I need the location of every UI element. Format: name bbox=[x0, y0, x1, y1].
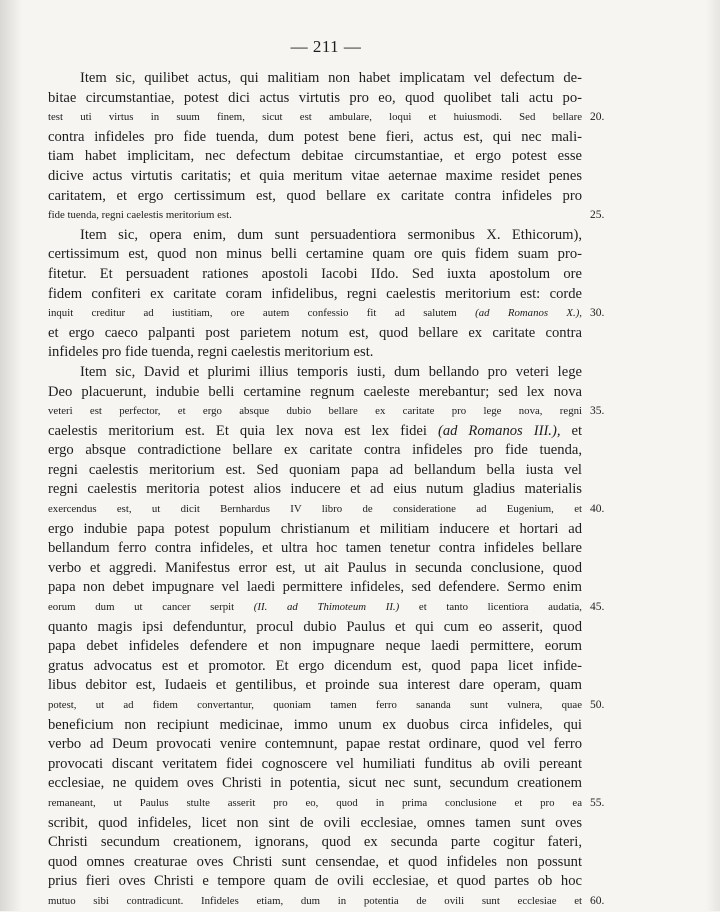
line-text: tiam habet implicitam, nec defectum debitae circumstantiae, et ergo potest esse bbox=[48, 148, 582, 165]
text-line bbox=[48, 206, 605, 226]
line-text: eorum dum ut cancer serpit bbox=[48, 601, 254, 614]
line-text: regni caelestis meritoria potest alios inducere et ad eius nutum gladius materialis bbox=[48, 481, 582, 498]
text-line bbox=[48, 657, 582, 677]
text-line bbox=[48, 755, 582, 775]
text-line bbox=[48, 774, 582, 794]
text-line bbox=[48, 187, 582, 207]
line-text: mutuo sibi contradicunt. Infideles etiam, dum in potentia de ovili sunt ecclesiae et bbox=[48, 894, 582, 907]
line-text: ergo absque contradictione bellare ex caritate contra infideles pro fide tuenda, bbox=[48, 442, 582, 459]
scripture-citation: (ad Romanos III.), bbox=[437, 422, 561, 439]
line-text: ergo indubie papa potest populum christianum et militiam inducere et hortari ad bbox=[48, 520, 582, 537]
line-text: fide tuenda, regni caelestis meritorium est. bbox=[48, 209, 232, 222]
text-line bbox=[48, 108, 605, 128]
line-text: inquit creditur ad iustitiam, ore autem confessio fit ad salutem bbox=[48, 307, 476, 320]
text-line bbox=[48, 696, 605, 716]
line-text: fidem confiteri ex caritate coram infidelibus, regni caelestis meritorium est: corde bbox=[48, 285, 582, 302]
margin-line-number: 20. bbox=[590, 111, 605, 124]
text-line bbox=[48, 794, 605, 814]
text-line bbox=[48, 343, 582, 363]
text-line bbox=[48, 461, 582, 481]
text-line bbox=[48, 402, 605, 422]
text-line bbox=[48, 89, 582, 109]
line-text: verbo ad Deum provocati venire contemnunt, papae restat ordinare, quod vel ferro bbox=[48, 736, 582, 753]
text-line bbox=[48, 480, 582, 500]
text-line bbox=[48, 618, 582, 638]
text-line bbox=[48, 304, 605, 324]
text-line bbox=[48, 814, 582, 834]
line-text: papa debet infideles defendere et non impugnare neque laedi permittere, eorum bbox=[48, 638, 582, 655]
text-line bbox=[48, 226, 582, 246]
text-line bbox=[48, 735, 582, 755]
text-line bbox=[48, 500, 605, 520]
text-line bbox=[48, 69, 582, 89]
margin-line-number: 50. bbox=[590, 699, 605, 711]
text-line bbox=[48, 716, 582, 736]
text-line bbox=[48, 559, 582, 579]
text-line bbox=[48, 637, 582, 657]
line-text: exercendus est, ut dicit Bernhardus IV libro de consideratione ad Eugenium, et bbox=[48, 503, 582, 516]
text-line bbox=[48, 285, 582, 305]
text-line bbox=[48, 520, 582, 540]
text-line bbox=[48, 539, 582, 559]
margin-line-number: 25. bbox=[590, 209, 605, 222]
page-edge-shadow-right bbox=[706, 0, 720, 911]
line-text-continued: et tanto licentiora audatia, bbox=[399, 601, 582, 614]
line-text: Item sic, quilibet actus, qui malitiam non habet implicatam vel defectum de- bbox=[80, 70, 582, 86]
line-text: caelestis meritorium est. Et quia lex nova est lex fidei bbox=[48, 422, 438, 439]
line-text: bitae circumstantiae, potest dici actus virtutis pro eo, quod quolibet tali actu po- bbox=[48, 89, 582, 106]
text-line bbox=[48, 167, 582, 187]
text-line bbox=[48, 598, 605, 618]
line-text: potest, ut ad fidem convertantur, quoniam tamen ferro sananda sunt vulnera, quae bbox=[48, 699, 582, 711]
margin-line-number: 60. bbox=[590, 894, 605, 907]
line-text: gratus advocatus est et promotor. Et ergo dicendum est, quod papa licet infide- bbox=[48, 657, 582, 674]
line-text: veteri est perfector, et ergo absque dubio bellare ex caritate pro lege nova, regni bbox=[48, 405, 582, 418]
line-text: provocati discant veritatem fidei cognoscere vel humiliati funditus ab ovili pereant bbox=[48, 755, 582, 772]
margin-line-number: 40. bbox=[590, 503, 605, 516]
line-text: beneficium non recipiunt medicinae, immo unum ex duobus circa infideles, qui bbox=[48, 716, 582, 733]
line-text: dicive actus virtutis caritatis; et quia meritum vitae aeternae maxime residet penes bbox=[48, 167, 582, 184]
line-text: ecclesiae, ne quidem oves Christi in potentia, sicut nec sunt, secundum creationem bbox=[48, 775, 582, 792]
margin-line-number: 45. bbox=[590, 601, 605, 614]
line-text: Item sic, opera enim, dum sunt persuadentiora sermonibus X. Ethicorum), bbox=[80, 226, 582, 243]
line-text: caritatem, et ergo certissimum est, quod bellare ex caritate contra infideles pro bbox=[48, 187, 582, 204]
line-text: papa non debet impugnare vel laedi permittere infideles, sed defendere. Sermo enim bbox=[48, 579, 582, 596]
line-text: Deo placuerunt, indubie belli certamine regnum caeleste merebantur; sed lex nova bbox=[48, 383, 582, 400]
text-line bbox=[48, 833, 582, 853]
page-number: — 211 — bbox=[290, 37, 362, 56]
text-line bbox=[48, 892, 605, 912]
line-text: regni caelestis meritorium est. Sed quoniam papa ad bellandum bella iusta vel bbox=[48, 461, 582, 478]
text-line bbox=[48, 383, 582, 403]
line-text: certissimum est, quod non minus belli certamine quam ore quis fidem suam pro- bbox=[48, 246, 582, 263]
text-line bbox=[48, 578, 582, 598]
text-line bbox=[48, 128, 582, 148]
scripture-citation: (ad Romanos X.), bbox=[475, 307, 583, 320]
scripture-citation: (II. ad Thimoteum II.) bbox=[253, 601, 400, 614]
text-line bbox=[48, 676, 582, 696]
text-line bbox=[48, 363, 582, 383]
line-text: contra infideles pro fide tuenda, dum potest bene fieri, actus est, qui nec mali- bbox=[48, 128, 582, 145]
line-text: remaneant, ut Paulus stulte asserit pro eo, quod in prima conclusione et pro ea bbox=[48, 796, 582, 809]
margin-line-number: 55. bbox=[590, 796, 605, 809]
line-text: prius fieri oves Christi e tempore quam de ovili ecclesiae, et quod partes ob hoc bbox=[48, 873, 582, 890]
margin-line-number: 30. bbox=[590, 307, 605, 320]
line-text: Christi secundum creationem, ignorans, quod ex secunda parte cogitur fateri, bbox=[48, 834, 582, 851]
text-line bbox=[48, 147, 582, 167]
line-text: test uti virtus in suum finem, sicut est ambulare, loqui et huiusmodi. Sed bellare bbox=[48, 111, 582, 124]
text-line bbox=[48, 265, 582, 285]
line-text: quod omnes creaturae oves Christi sunt censendae, et quod infideles non possunt bbox=[48, 853, 582, 870]
line-text: scribit, quod infideles, licet non sint de ovili ecclesiae, omnes tamen sunt oves bbox=[48, 814, 582, 831]
line-text: verbo et aggredi. Manifestus error est, ut ait Paulus in secunda conclusione, quod bbox=[48, 559, 582, 576]
line-text: fitetur. Et persuadent rationes apostoli Iacobi IIdo. Sed iuxta apostolum ore bbox=[48, 265, 582, 282]
line-text: libus debitor est, Iudaeis et gentilibus, et proinde sua interest dare operam, quam bbox=[48, 677, 582, 694]
page-edge-shadow-left bbox=[0, 0, 22, 911]
line-text: Item sic, David et plurimi illius temporis iusti, dum bellando pro veteri lege bbox=[80, 363, 582, 380]
line-text: bellandum ferro contra infideles, et ultra hoc tamen tenetur contra infideles bellare bbox=[48, 540, 582, 557]
text-line bbox=[48, 441, 582, 461]
margin-line-number: 35. bbox=[590, 405, 605, 418]
line-text: quanto magis ipsi defenduntur, procul dubio Paulus et qui cum eo asserit, quod bbox=[48, 618, 582, 635]
text-line bbox=[48, 422, 582, 442]
body-text bbox=[48, 69, 605, 912]
line-text: et ergo caeco palpanti post parietem notum est, quod bellare ex caritate contra bbox=[48, 324, 582, 341]
text-line bbox=[48, 245, 582, 265]
line-text-continued: et bbox=[560, 422, 582, 439]
text-line bbox=[48, 324, 582, 344]
line-text: infideles pro fide tuenda, regni caelestis meritorium est. bbox=[48, 344, 374, 361]
text-line bbox=[48, 872, 582, 892]
text-line bbox=[48, 853, 582, 873]
